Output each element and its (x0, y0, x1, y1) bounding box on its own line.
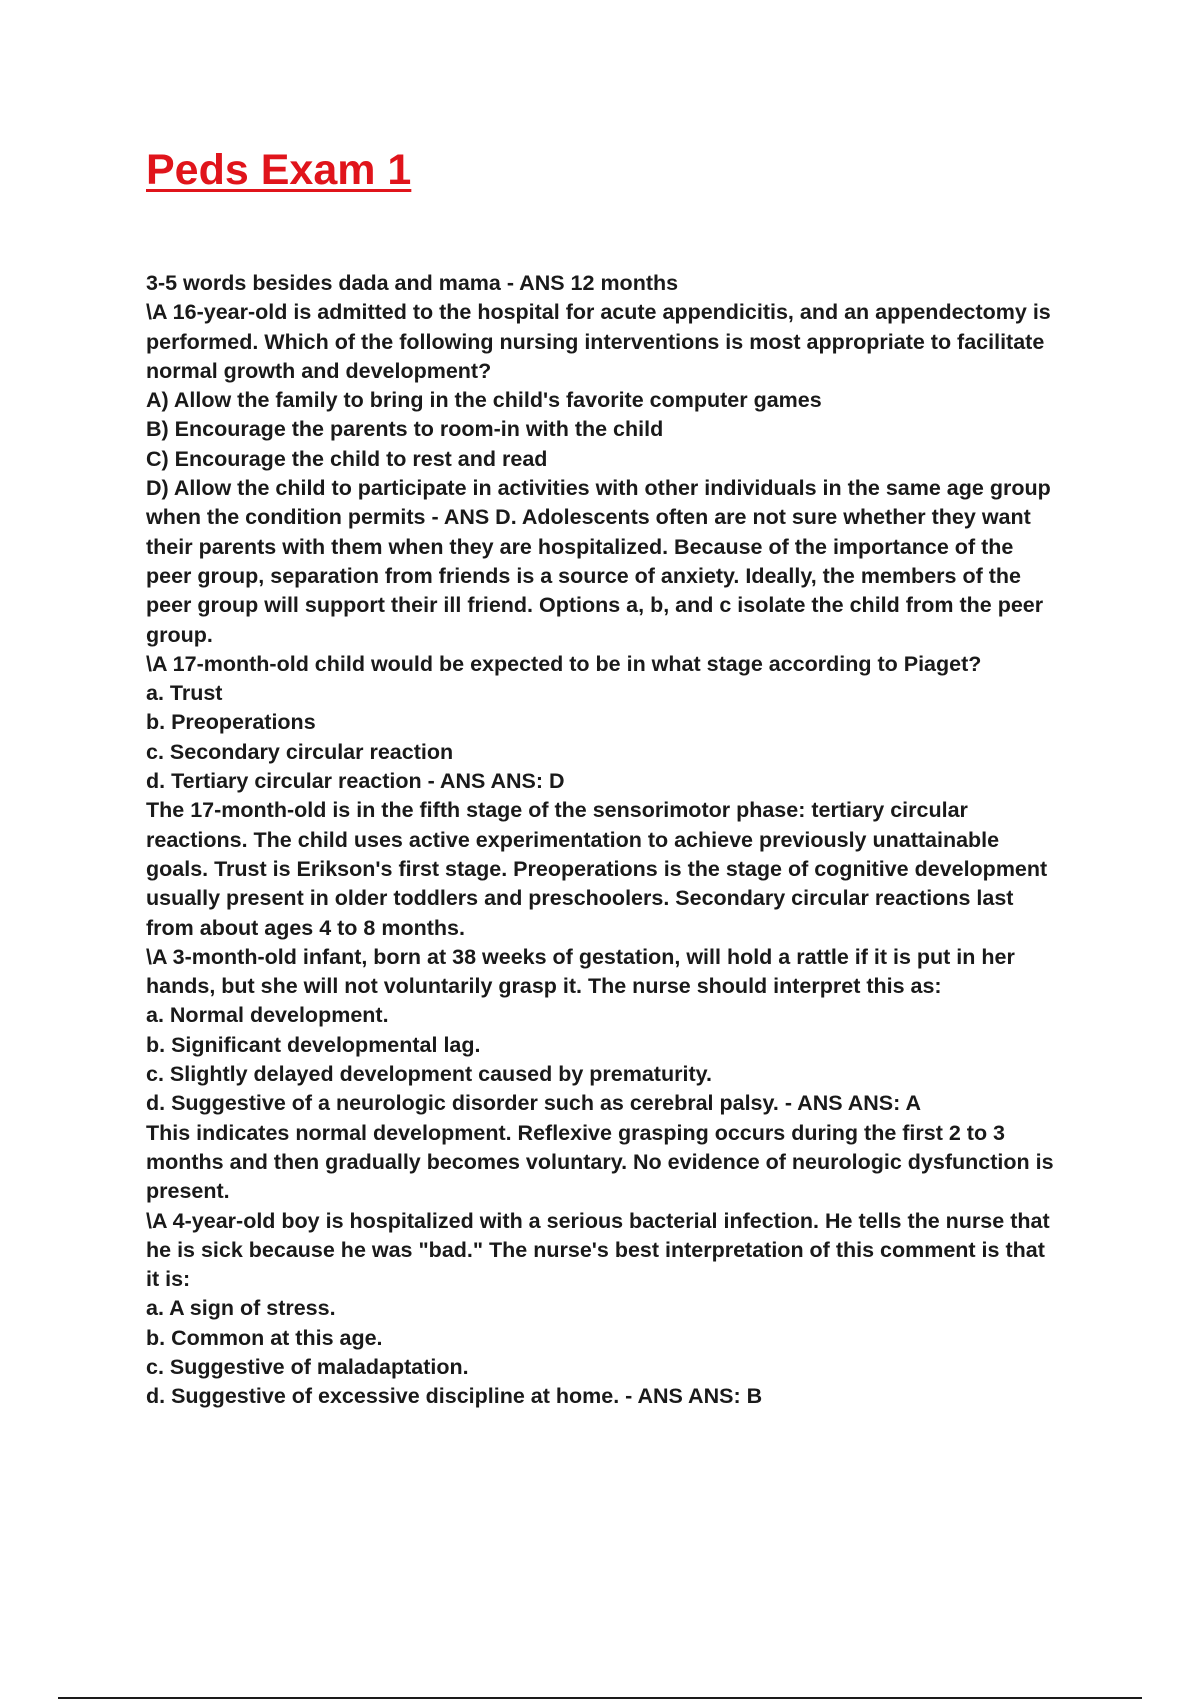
text-line: months and then gradually becomes voluntary. No evidence of neurologic dysfunction is (146, 1149, 1054, 1174)
text-line: a. A sign of stress. (146, 1296, 336, 1321)
text-line: b. Significant developmental lag. (146, 1032, 481, 1057)
text-line: \A 17-month-old child would be expected to be in what stage according to Piaget? (146, 651, 982, 676)
text-line: D) Allow the child to participate in activities with other individuals in the same age group (146, 476, 1051, 501)
document-body (146, 269, 1086, 1412)
text-line: B) Encourage the parents to room-in with the child (146, 417, 664, 442)
text-line: b. Preoperations (146, 710, 316, 735)
text-line: present. (146, 1179, 230, 1204)
text-line: d. Suggestive of a neurologic disorder such as cerebral palsy. - ANS ANS: A (146, 1091, 921, 1116)
text-line: performed. Which of the following nursing interventions is most appropriate to facilitate (146, 329, 1045, 354)
text-line: c. Suggestive of maladaptation. (146, 1354, 469, 1379)
text-line: c. Secondary circular reaction (146, 739, 454, 764)
text-line: their parents with them when they are hospitalized. Because of the importance of the (146, 534, 1014, 559)
text-line: d. Tertiary circular reaction - ANS ANS: D (146, 769, 565, 794)
text-line: c. Slightly delayed development caused by prematurity. (146, 1062, 712, 1087)
text-line: The 17-month-old is in the fifth stage of the sensorimotor phase: tertiary circular (146, 798, 968, 823)
text-line: This indicates normal development. Reflexive grasping occurs during the first 2 to 3 (146, 1120, 1006, 1145)
text-line: \A 4-year-old boy is hospitalized with a serious bacterial infection. He tells the nurse that (146, 1208, 1050, 1233)
text-line: goals. Trust is Erikson's first stage. Preoperations is the stage of cognitive development (146, 856, 1048, 881)
text-line: when the condition permits - ANS D. Adolescents often are not sure whether they want (146, 505, 1031, 530)
text-line: d. Suggestive of excessive discipline at home. - ANS ANS: B (146, 1384, 763, 1409)
text-line: a. Normal development. (146, 1003, 389, 1028)
bottom-divider (58, 1697, 1142, 1699)
text-line: A) Allow the family to bring in the child's favorite computer games (146, 388, 822, 413)
text-line: 3-5 words besides dada and mama - ANS 12 months (146, 271, 679, 295)
text-line: b. Common at this age. (146, 1325, 383, 1350)
text-line: group. (146, 622, 213, 647)
text-line: C) Encourage the child to rest and read (146, 446, 548, 471)
text-line: normal growth and development? (146, 358, 492, 383)
text-line: peer group will support their ill friend. Options a, b, and c isolate the child from the peer (146, 593, 1044, 618)
text-line: a. Trust (146, 681, 223, 706)
text-line: peer group, separation from friends is a source of anxiety. Ideally, the members of the (146, 563, 1021, 588)
text-line: usually present in older toddlers and preschoolers. Secondary circular reactions last (146, 886, 1014, 911)
text-line: hands, but she will not voluntarily grasp it. The nurse should interpret this as: (146, 974, 942, 999)
text-line: \A 3-month-old infant, born at 38 weeks of gestation, will hold a rattle if it is put in her (146, 944, 1015, 969)
text-line: from about ages 4 to 8 months. (146, 915, 465, 940)
text-line: it is: (146, 1267, 191, 1292)
text-line: \A 16-year-old is admitted to the hospital for acute appendicitis, and an appendectomy is (146, 300, 1051, 325)
text-line: he is sick because he was "bad." The nurse's best interpretation of this comment is that (146, 1237, 1045, 1262)
text-line: reactions. The child uses active experimentation to achieve previously unattainable (146, 827, 1000, 852)
page-title: Peds Exam 1 (146, 146, 412, 194)
